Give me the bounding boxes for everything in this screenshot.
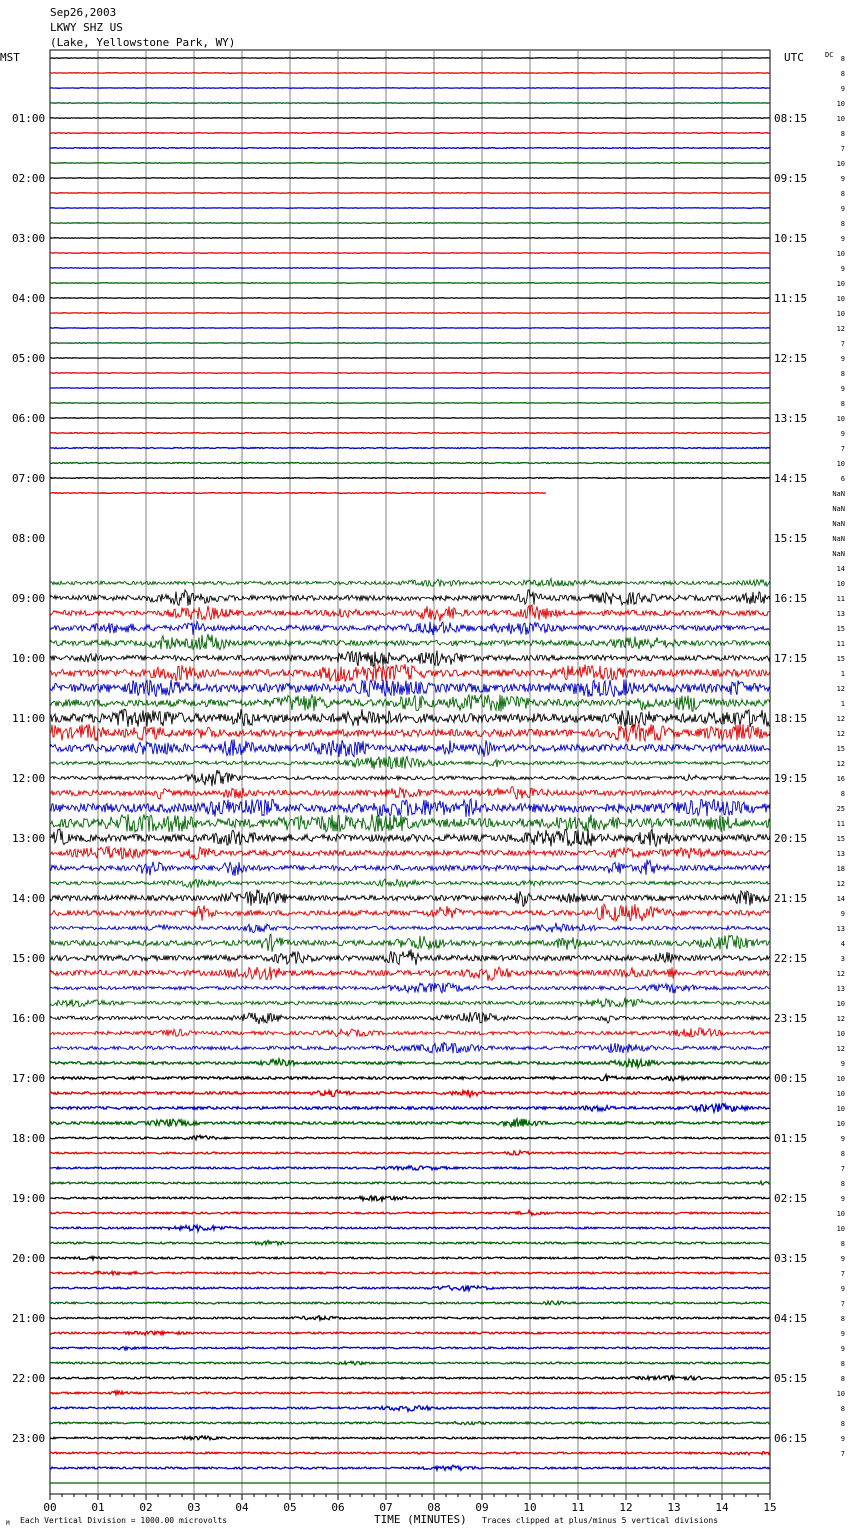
trace-row <box>50 1211 770 1216</box>
x-tick-label: 02 <box>139 1501 153 1514</box>
dc-offset-label: 14 <box>836 565 845 573</box>
trace-row <box>50 664 770 682</box>
trace-row <box>50 163 770 164</box>
trace-row <box>50 1391 770 1395</box>
trace-row <box>50 58 770 59</box>
dc-offset-label: 9 <box>840 1195 845 1203</box>
trace-row <box>50 1436 770 1440</box>
x-tick-label: 13 <box>667 1501 681 1514</box>
trace-row <box>50 739 770 757</box>
trace-row <box>50 967 770 981</box>
mst-hour-label: 01:00 <box>12 112 46 125</box>
dc-offset-label: 15 <box>836 625 845 633</box>
utc-hour-label: 12:15 <box>774 352 808 365</box>
dc-offset-label: 10 <box>836 280 845 288</box>
mst-hour-label: 05:00 <box>12 352 46 365</box>
dc-offset-label: 8 <box>840 1360 845 1368</box>
dc-offset-label: 10 <box>836 1210 845 1218</box>
trace-row <box>50 88 770 89</box>
trace-row <box>50 1271 770 1275</box>
trace-row <box>50 313 770 314</box>
trace-row <box>50 1104 770 1113</box>
dc-offset-label: 7 <box>840 145 845 153</box>
dc-offset-label: 9 <box>840 1330 845 1338</box>
trace-row <box>50 579 770 587</box>
trace-row <box>50 433 770 434</box>
dc-offset-label: 1 <box>840 670 845 678</box>
trace-row <box>50 373 770 374</box>
dc-offset-label: 12 <box>836 760 845 768</box>
trace-row <box>50 1301 770 1305</box>
trace-row <box>50 298 770 299</box>
utc-hour-label: 17:15 <box>774 652 808 665</box>
dc-offset-label: 10 <box>836 1390 845 1398</box>
x-tick-label: 08 <box>427 1501 441 1514</box>
utc-hour-label: 15:15 <box>774 532 808 545</box>
mst-hour-label: 21:00 <box>12 1312 46 1325</box>
dc-offset-label: 10 <box>836 1030 845 1038</box>
dc-offset-label: 9 <box>840 430 845 438</box>
trace-row <box>50 757 770 770</box>
trace-row <box>50 1406 770 1412</box>
dc-offset-label: 8 <box>840 1375 845 1383</box>
trace-row <box>50 1347 770 1350</box>
mst-hour-label: 23:00 <box>12 1432 46 1445</box>
dc-offset-label: 10 <box>836 1120 845 1128</box>
dc-offset-label: 10 <box>836 100 845 108</box>
trace-row <box>50 1361 770 1365</box>
dc-offset-label: 9 <box>840 355 845 363</box>
trace-row <box>50 1119 770 1127</box>
dc-offset-label: 15 <box>836 835 845 843</box>
dc-offset-label: 10 <box>836 295 845 303</box>
trace-row <box>50 846 770 860</box>
dc-offset-label: 8 <box>840 1315 845 1323</box>
x-tick-label: 11 <box>571 1501 585 1514</box>
utc-hour-label: 05:15 <box>774 1372 808 1385</box>
dc-offset-label: 12 <box>836 730 845 738</box>
x-tick-label: 04 <box>235 1501 249 1514</box>
dc-offset-label: 9 <box>840 1435 845 1443</box>
trace-row <box>50 148 770 149</box>
dc-offset-label: 10 <box>836 1090 845 1098</box>
dc-offset-label: 9 <box>840 910 845 918</box>
mst-hour-label: 15:00 <box>12 952 46 965</box>
dc-offset-label: 8 <box>840 1180 845 1188</box>
mst-hour-label: 03:00 <box>12 232 46 245</box>
trace-row <box>50 890 770 907</box>
trace-row <box>50 923 770 933</box>
trace-row <box>50 283 770 284</box>
dc-offset-label: 12 <box>836 1015 845 1023</box>
dc-offset-label: 12 <box>836 715 845 723</box>
mst-hour-label: 06:00 <box>12 412 46 425</box>
utc-hour-label: 04:15 <box>774 1312 808 1325</box>
trace-row <box>50 1135 770 1139</box>
dc-offset-label: 8 <box>840 400 845 408</box>
mst-hour-label: 12:00 <box>12 772 46 785</box>
dc-offset-label: 12 <box>836 1045 845 1053</box>
mst-hour-labels <box>12 112 45 1445</box>
trace-row <box>50 1151 770 1155</box>
trace-row <box>50 605 770 621</box>
trace-row <box>50 328 770 329</box>
utc-hour-label: 01:15 <box>774 1132 808 1145</box>
utc-hour-label: 10:15 <box>774 232 808 245</box>
trace-row <box>50 799 770 817</box>
trace-row <box>50 253 770 254</box>
dc-offset-label: NaN <box>832 535 845 543</box>
dc-offset-label: 12 <box>836 970 845 978</box>
trace-row <box>50 590 770 606</box>
dc-offset-label: 10 <box>836 1075 845 1083</box>
trace-row <box>50 1241 770 1245</box>
x-axis-ticks <box>43 1494 776 1514</box>
trace-row <box>50 786 770 799</box>
trace-row <box>50 998 770 1008</box>
utc-hour-label: 00:15 <box>774 1072 808 1085</box>
trace-row <box>50 1452 770 1455</box>
seismic-traces <box>50 58 770 1483</box>
utc-hour-label: 06:15 <box>774 1432 808 1445</box>
trace-row <box>50 493 546 494</box>
trace-row <box>50 709 770 727</box>
dc-offset-label: 10 <box>836 115 845 123</box>
dc-offset-label: 11 <box>836 820 845 828</box>
dc-offset-label: 1 <box>840 700 845 708</box>
dc-offset-label: 15 <box>836 655 845 663</box>
dc-offset-label: 8 <box>840 1150 845 1158</box>
trace-row <box>50 695 770 712</box>
dc-offset-label: 10 <box>836 460 845 468</box>
trace-row <box>50 133 770 134</box>
x-tick-label: 15 <box>763 1501 777 1514</box>
dc-offset-label: 10 <box>836 310 845 318</box>
trace-row <box>50 238 770 239</box>
dc-offset-label: 13 <box>836 925 845 933</box>
x-tick-label: 00 <box>43 1501 57 1514</box>
trace-row <box>50 1012 770 1024</box>
dc-offset-label: 14 <box>836 895 845 903</box>
mst-hour-label: 14:00 <box>12 892 46 905</box>
trace-row <box>50 178 770 179</box>
x-axis-title: TIME (MINUTES) <box>374 1513 467 1526</box>
dc-offset-label: 7 <box>840 1165 845 1173</box>
trace-row <box>50 478 770 479</box>
trace-row <box>50 983 770 993</box>
x-tick-label: 12 <box>619 1501 633 1514</box>
station-location: (Lake, Yellowstone Park, WY) <box>50 36 236 49</box>
trace-row <box>50 770 770 786</box>
mst-hour-label: 18:00 <box>12 1132 46 1145</box>
dc-offset-label: 7 <box>840 1450 845 1458</box>
trace-row <box>50 1075 770 1081</box>
dc-offset-label: 9 <box>840 1285 845 1293</box>
trace-row <box>50 1316 770 1320</box>
dc-offset-label: 7 <box>840 1270 845 1278</box>
trace-row <box>50 934 770 952</box>
mst-hour-label: 16:00 <box>12 1012 46 1025</box>
mst-hour-label: 20:00 <box>12 1252 46 1265</box>
dc-offset-label: 12 <box>836 685 845 693</box>
trace-row <box>50 680 770 697</box>
mst-hour-label: 11:00 <box>12 712 46 725</box>
dc-offset-label: 6 <box>840 475 845 483</box>
utc-hour-label: 14:15 <box>774 472 808 485</box>
trace-row <box>50 358 770 359</box>
x-tick-label: 09 <box>475 1501 489 1514</box>
dc-offset-label: 8 <box>840 130 845 138</box>
utc-hour-label: 18:15 <box>774 712 808 725</box>
trace-row <box>50 448 770 449</box>
x-tick-label: 07 <box>379 1501 393 1514</box>
dc-offset-label: NaN <box>832 490 845 498</box>
dc-offset-label: 11 <box>836 640 845 648</box>
dc-offset-label: 8 <box>840 1405 845 1413</box>
dc-offset-label: 8 <box>840 190 845 198</box>
utc-hour-label: 23:15 <box>774 1012 808 1025</box>
dc-offset-label: NaN <box>832 505 845 513</box>
trace-row <box>50 223 770 224</box>
trace-row <box>50 1196 770 1201</box>
mst-hour-label: 13:00 <box>12 832 46 845</box>
dc-offset-label: 13 <box>836 850 845 858</box>
right-timezone-label: UTC <box>784 51 804 64</box>
utc-hour-label: 20:15 <box>774 832 808 845</box>
trace-row <box>50 1376 770 1381</box>
trace-row <box>50 1225 770 1231</box>
x-tick-label: 10 <box>523 1501 537 1514</box>
dc-offset-label: 8 <box>840 1240 845 1248</box>
dc-offset-labels <box>832 55 845 1458</box>
trace-row <box>50 193 770 194</box>
dc-offset-label: 9 <box>840 1135 845 1143</box>
utc-hour-label: 19:15 <box>774 772 808 785</box>
dc-offset-label: 7 <box>840 1300 845 1308</box>
dc-offset-label: 10 <box>836 1000 845 1008</box>
trace-row <box>50 1090 770 1097</box>
dc-offset-label: 10 <box>836 160 845 168</box>
dc-offset-label: 9 <box>840 175 845 183</box>
dc-offset-label: 8 <box>840 1420 845 1428</box>
dc-offset-label: 9 <box>840 1060 845 1068</box>
trace-row <box>50 418 770 419</box>
utc-hour-label: 13:15 <box>774 412 808 425</box>
x-tick-label: 01 <box>91 1501 105 1514</box>
trace-row <box>50 860 770 876</box>
trace-row <box>50 388 770 389</box>
mst-hour-label: 08:00 <box>12 532 46 545</box>
utc-hour-label: 08:15 <box>774 112 808 125</box>
trace-row <box>50 1181 770 1185</box>
trace-row <box>50 268 770 269</box>
corner-mark: M <box>6 1520 10 1527</box>
utc-hour-labels <box>774 112 807 1445</box>
utc-hour-label: 16:15 <box>774 592 808 605</box>
record-date: Sep26,2003 <box>50 6 117 19</box>
mst-hour-label: 19:00 <box>12 1192 46 1205</box>
trace-row <box>50 651 770 667</box>
clipping-note: Traces clipped at plus/minus 5 vertical divisions <box>482 1516 719 1525</box>
trace-row <box>50 829 770 846</box>
dc-offset-label: 9 <box>840 1345 845 1353</box>
utc-hour-label: 22:15 <box>774 952 808 965</box>
dc-offset-label: 10 <box>836 1225 845 1233</box>
dc-offset-label: 9 <box>840 265 845 273</box>
vertical-division-note: Each Vertical Division = 1000.00 microvolts <box>20 1516 228 1525</box>
trace-row <box>50 622 770 636</box>
trace-row <box>50 1257 770 1260</box>
trace-row <box>50 118 770 119</box>
dc-header-label: DC <box>825 51 834 59</box>
trace-row <box>50 1465 770 1470</box>
trace-row <box>50 724 770 742</box>
x-tick-label: 14 <box>715 1501 729 1514</box>
dc-offset-label: 8 <box>840 220 845 228</box>
dc-offset-label: 7 <box>840 340 845 348</box>
trace-row <box>50 73 770 74</box>
dc-offset-label: 9 <box>840 385 845 393</box>
x-tick-label: 03 <box>187 1501 201 1514</box>
dc-offset-label: 10 <box>836 1105 845 1113</box>
dc-offset-label: 12 <box>836 325 845 333</box>
trace-row <box>50 1285 770 1291</box>
trace-row <box>50 1422 770 1425</box>
dc-offset-label: 12 <box>836 880 845 888</box>
dc-offset-label: 8 <box>840 55 845 63</box>
mst-hour-label: 07:00 <box>12 472 46 485</box>
x-tick-label: 06 <box>331 1501 345 1514</box>
dc-offset-label: 10 <box>836 580 845 588</box>
trace-row <box>50 904 770 921</box>
utc-hour-label: 21:15 <box>774 892 808 905</box>
dc-offset-label: 9 <box>840 85 845 93</box>
dc-offset-label: 8 <box>840 70 845 78</box>
trace-row <box>50 949 770 965</box>
minute-gridlines <box>98 50 722 1494</box>
mst-hour-label: 10:00 <box>12 652 46 665</box>
dc-offset-label: 10 <box>836 415 845 423</box>
dc-offset-label: 15 <box>836 745 845 753</box>
mst-hour-label: 09:00 <box>12 592 46 605</box>
dc-offset-label: 25 <box>836 805 845 813</box>
trace-row <box>50 879 770 888</box>
trace-row <box>50 634 770 650</box>
x-tick-label: 05 <box>283 1501 297 1514</box>
dc-offset-label: 8 <box>840 790 845 798</box>
station-code: LKWY SHZ US <box>50 21 123 34</box>
dc-offset-label: 11 <box>836 595 845 603</box>
utc-hour-label: 11:15 <box>774 292 808 305</box>
dc-offset-label: 7 <box>840 445 845 453</box>
trace-row <box>50 1028 770 1037</box>
plot-frame <box>50 50 770 1494</box>
trace-row <box>50 103 770 104</box>
trace-row <box>50 208 770 209</box>
dc-offset-label: 10 <box>836 250 845 258</box>
trace-row <box>50 403 770 404</box>
dc-offset-label: 9 <box>840 235 845 243</box>
dc-offset-label: 18 <box>836 865 845 873</box>
dc-offset-label: NaN <box>832 520 845 528</box>
mst-hour-label: 04:00 <box>12 292 46 305</box>
dc-offset-label: 4 <box>840 940 845 948</box>
trace-row <box>50 343 770 344</box>
dc-offset-label: 16 <box>836 775 845 783</box>
trace-row <box>50 814 770 832</box>
mst-hour-label: 22:00 <box>12 1372 46 1385</box>
trace-row <box>50 463 770 464</box>
dc-offset-label: 9 <box>840 1255 845 1263</box>
dc-offset-label: 8 <box>840 370 845 378</box>
left-timezone-label: MST <box>0 51 20 64</box>
dc-offset-label: 9 <box>840 205 845 213</box>
dc-offset-label: 13 <box>836 985 845 993</box>
dc-offset-label: 3 <box>840 955 845 963</box>
trace-row <box>50 1059 770 1068</box>
mst-hour-label: 17:00 <box>12 1072 46 1085</box>
dc-offset-label: NaN <box>832 550 845 558</box>
trace-row <box>50 1331 770 1335</box>
trace-row <box>50 1042 770 1053</box>
trace-row <box>50 1166 770 1170</box>
mst-hour-label: 02:00 <box>12 172 46 185</box>
utc-hour-label: 02:15 <box>774 1192 808 1205</box>
utc-hour-label: 09:15 <box>774 172 808 185</box>
utc-hour-label: 03:15 <box>774 1252 808 1265</box>
dc-offset-label: 13 <box>836 610 845 618</box>
